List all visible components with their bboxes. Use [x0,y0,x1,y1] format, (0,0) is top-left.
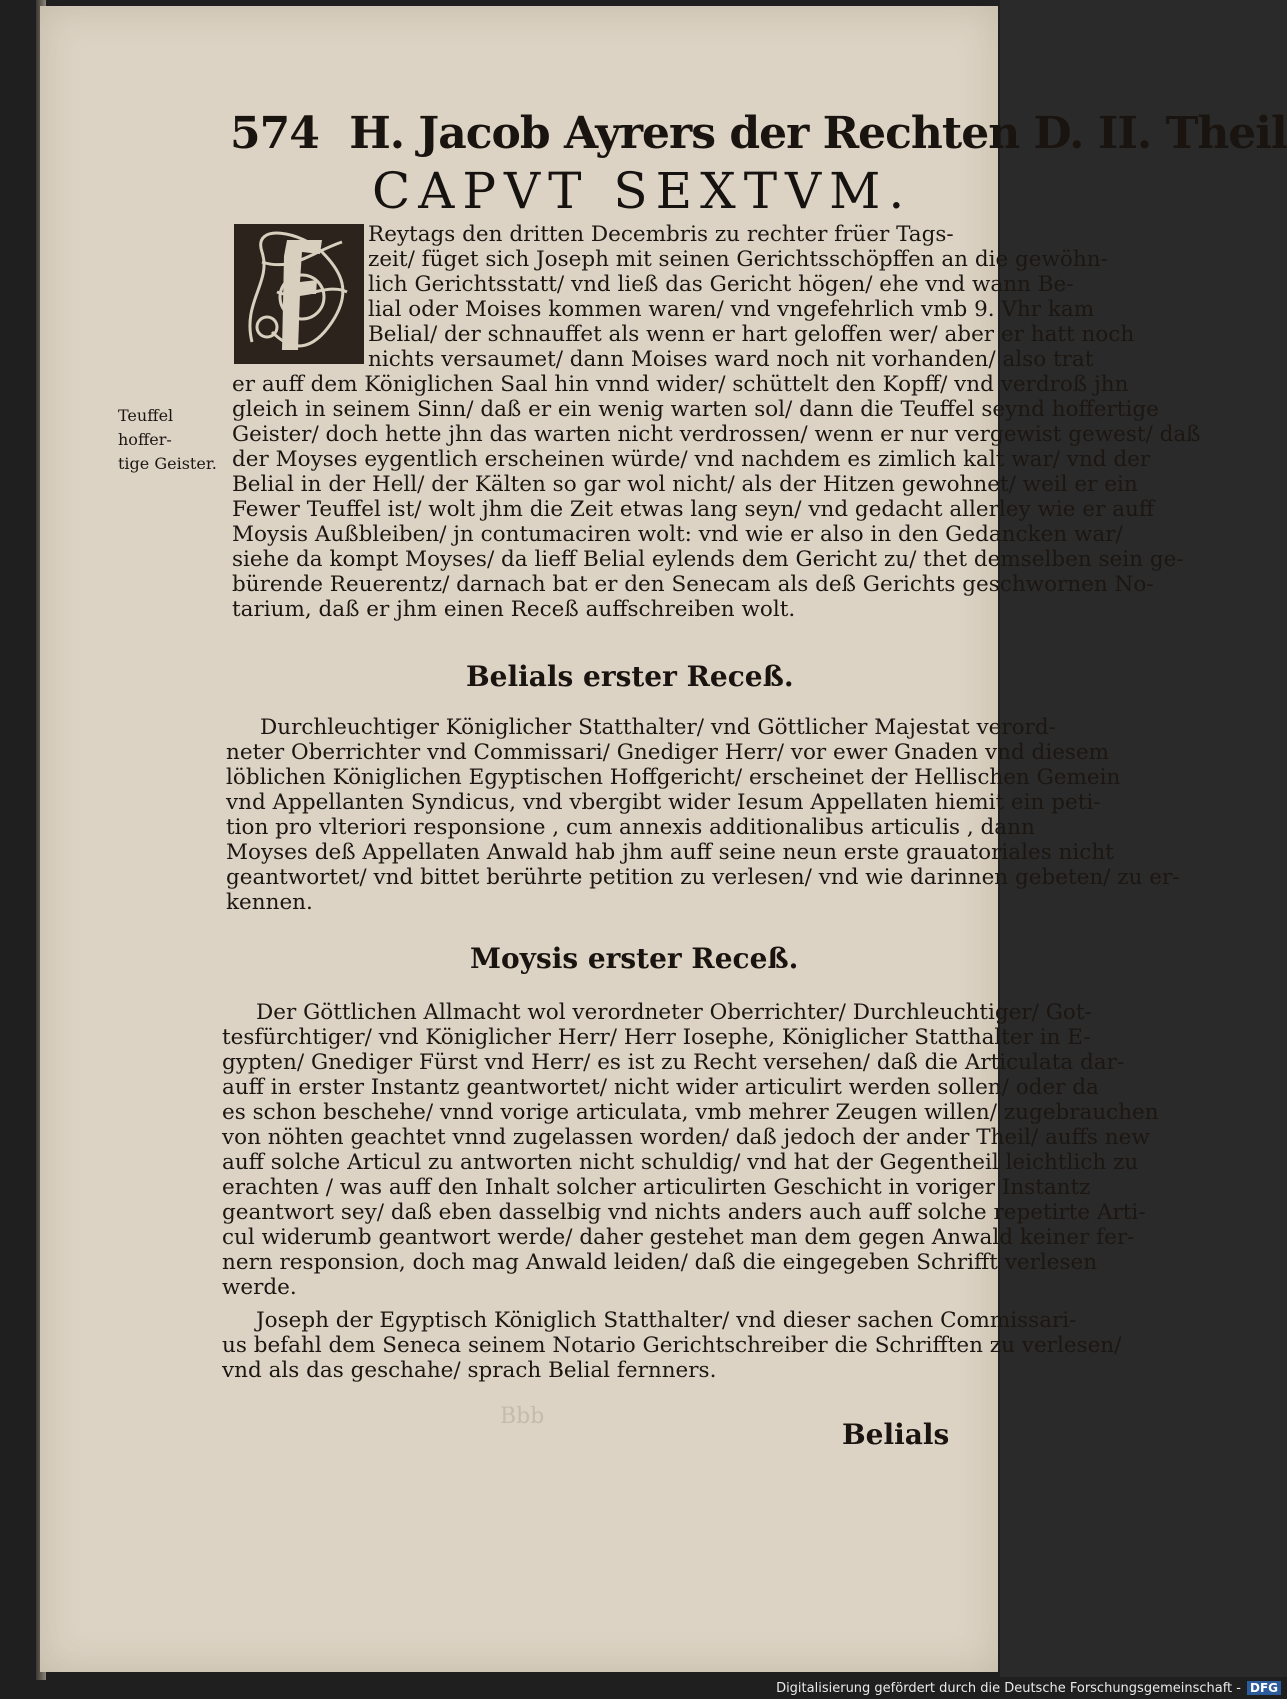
text-line: tesfürchtiger/ vnd Königlicher Herr/ Herr Iosephe, Königlicher Statthalter in E- [222,1025,1091,1050]
text-line: bürende Reuerentz/ darnach bat er den Senecam als deß Gerichts geschwornen No- [232,572,1154,597]
text-line: auff in erster Instantz geantwortet/ nicht wider articulirt werden sollen/ oder da [222,1075,1099,1100]
text-line: Belial in der Hell/ der Kälten so gar wol nicht/ als der Hitzen gewohnet/ weil er ein [232,472,1138,497]
text-line: gleich in seinem Sinn/ daß er ein wenig warten sol/ dann die Teuffel seynd hoffertige [232,397,1159,422]
paragraph-2 [226,715,1180,915]
text-line: von nöhten geachtet vnnd zugelassen worden/ daß jedoch der ander Theil/ auffs new [222,1125,1150,1150]
text-line: Durchleuchtiger Königlicher Statthalter/ vnd Göttlicher Majestat verord- [260,715,1056,740]
page-number: 574 [230,108,319,159]
section-heading-moyses: Moysis erster Receß. [470,942,799,975]
text-line: siehe da kompt Moyses/ da lieff Belial eylends dem Gericht zu/ thet demselben sein ge- [232,547,1184,572]
text-line: zeit/ füget sich Joseph mit seinen Gerichtsschöpffen an die gewöhn- [368,247,1108,272]
text-line: Joseph der Egyptisch Königlich Statthalter/ vnd dieser sachen Commissari- [256,1308,1077,1333]
catchword: Belials [842,1418,950,1451]
paragraph-4 [222,1308,1122,1383]
signature-mark: Bbb [500,1404,545,1429]
text-line: er auff dem Königlichen Saal hin vnnd wider/ schüttelt den Kopff/ vnd verdroß jhn [232,372,1129,397]
text-line: gypten/ Gnediger Fürst vnd Herr/ es ist zu Recht versehen/ daß die Articulata dar- [222,1050,1125,1075]
paragraph-1 [232,222,1201,622]
margin-note [118,404,228,476]
margin-note-line: tige Geister. [118,454,217,473]
text-line: geantwortet/ vnd bittet berührte petition zu verlesen/ vnd wie darinnen gebeten/ zu er- [226,865,1180,890]
text-line: Moysis Außbleiben/ jn contumaciren wolt: vnd wie er also in den Gedancken war/ [232,522,1123,547]
text-line: auff solche Articul zu antworten nicht schuldig/ vnd hat der Gegentheil leichtlich zu [222,1150,1139,1175]
text-line: tion pro vlteriori responsione , cum annexis additionalibus articulis , dann [226,815,1035,840]
text-line: vnd Appellanten Syndicus, vnd vbergibt wider Iesum Appellaten hiemit ein peti- [226,790,1101,815]
text-line: werde. [222,1275,297,1300]
text-line: neter Oberrichter vnd Commissari/ Gnediger Herr/ vor ewer Gnaden vnd diesem [226,740,1110,765]
running-header [230,108,1287,159]
text-line: Reytags den dritten Decembris zu rechter früer Tags- [368,222,954,247]
text-line: der Moyses eygentlich erscheinen würde/ vnd nachdem es zimlich kalt war/ vnd der [232,447,1151,472]
text-line: nern responsion, doch mag Anwald leiden/ daß die eingegeben Schrifft verlesen [222,1250,1098,1275]
text-line: lich Gerichtsstatt/ vnd ließ das Gericht högen/ ehe vnd wann Be- [368,272,1074,297]
section-heading-belial: Belials erster Receß. [466,660,794,693]
text-line: Belial/ der schnauffet als wenn er hart geloffen wer/ aber er hatt noch [368,322,1135,347]
text-line: löblichen Königlichen Egyptischen Hoffgericht/ erscheinet der Hellischen Gemein [226,765,1121,790]
margin-note-line: Teuffel hoffer- [118,406,174,449]
digitization-footer [287,1677,1287,1699]
text-line: Fewer Teuffel ist/ wolt jhm die Zeit etwas lang seyn/ vnd gedacht allerley wie er auff [232,497,1155,522]
chapter-title: CAPVT SEXTVM. [372,162,913,220]
footer-credit: Digitalisierung gefördert durch die Deutsche Forschungsgemeinschaft - [776,1680,1241,1696]
text-line: Der Göttlichen Allmacht wol verordneter Oberrichter/ Durchleuchtiger/ Got- [256,1000,1092,1025]
text-line: lial oder Moises kommen waren/ vnd vngefehrlich vmb 9. Vhr kam [368,297,1095,322]
running-title: H. Jacob Ayrers der Rechten D. II. Theil [349,108,1287,159]
text-line: vnd als das geschahe/ sprach Belial fernners. [222,1358,717,1383]
text-line: nichts versaumet/ dann Moises ward noch nit vorhanden/ also trat [368,347,1094,372]
text-line: es schon beschehe/ vnnd vorige articulata, vmb mehrer Zeugen willen/ zugebrauchen [222,1100,1159,1125]
text-line: Geister/ doch hette jhn das warten nicht verdrossen/ wenn er nur vergewist gewest/ daß [232,422,1201,447]
text-line: Moyses deß Appellaten Anwald hab jhm auff seine neun erste grauatoriales nicht [226,840,1114,865]
text-line: erachten / was auff den Inhalt solcher articulirten Geschicht in voriger Instantz [222,1175,1091,1200]
text-line: us befahl dem Seneca seinem Notario Gerichtschreiber die Schrifften zu verlesen/ [222,1333,1122,1358]
text-line: cul widerumb geantwort werde/ daher gestehet man dem gegen Anwald keiner fer- [222,1225,1135,1250]
text-line: geantwort sey/ daß eben dasselbig vnd nichts anders auch auff solche repetirte Arti- [222,1200,1146,1225]
text-line: kennen. [226,890,313,915]
text-line: tarium, daß er jhm einen Receß auffschreiben wolt. [232,597,796,622]
dfg-logo: DFG [1247,1681,1281,1695]
paragraph-3 [222,1000,1159,1300]
